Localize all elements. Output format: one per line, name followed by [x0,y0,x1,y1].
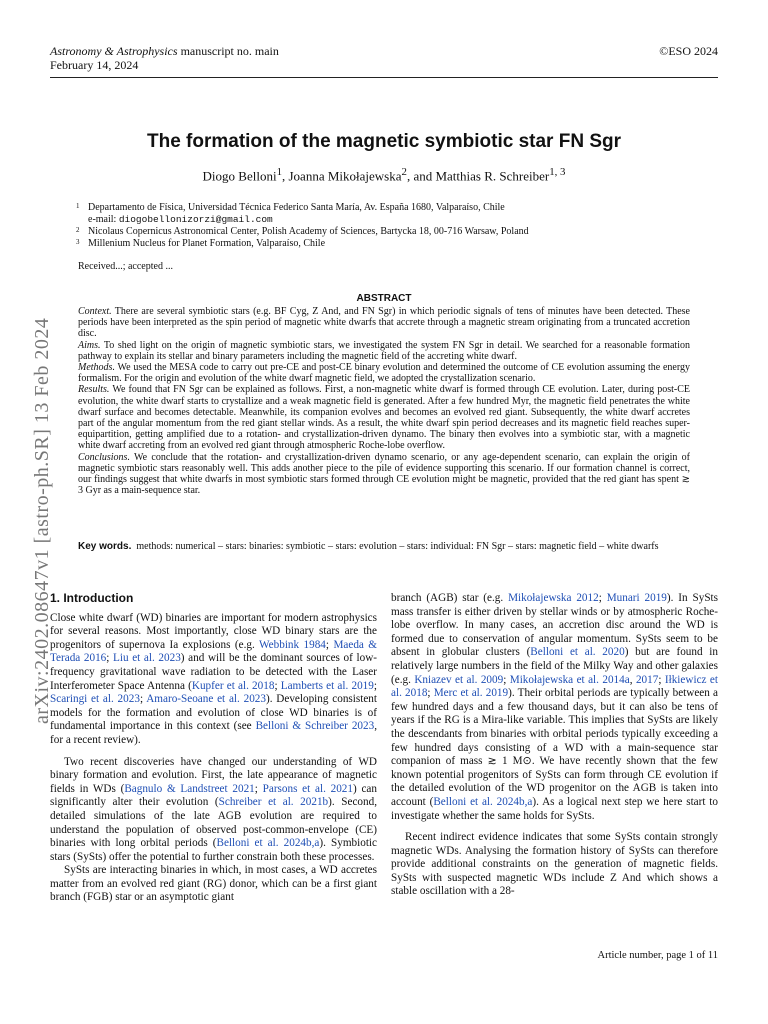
citation-link[interactable]: Parsons et al. 2021 [262,782,353,795]
affiliations [76,202,696,250]
abstract-conclusions: Conclusions. We conclude that the rotation- and crystallization-driven dynamo scenario, or any age-dependent scenario, can explain the origin of magnetic symbiotic stars reasonably well. This adds another piece to the pile of evidence supporting this scenario. If our formation channel is correct, our findings suggest that white dwarfs in most symbiotic stars formed through CE evolution might be magnetic, provided that the red giant has spent ≳ 3 Gyr as a main-sequence star. [78,451,690,497]
intro-paragraph-5: Recent indirect evidence indicates that some SySts contain strongly magnetic WDs. Analysing the formation history of SySts can therefore provide additional constraints on the generation of magnetic fields. SySts with suspected magnetic WDs include Z And which shows a stable oscillation with a 28- [391,831,718,898]
citation-link[interactable]: Schreiber et al. 2021b [218,796,329,809]
arxiv-id-link[interactable]: arXiv:2402.08647v1 [astro-ph.SR] 13 Feb 2024 [31,317,53,724]
citation-link[interactable]: Belloni et al. 2024b,a [433,795,533,808]
keywords: Key words. methods: numerical – stars: binaries: symbiotic – stars: evolution – stars: individual: FN Sgr – stars: magnetic field – white dwarfs [78,541,659,552]
paper-title: The formation of the magnetic symbiotic star FN Sgr [146,131,621,152]
copyright: ©ESO 2024 [659,44,718,58]
citation-link[interactable]: Amaro-Seoane et al. 2023 [146,693,266,706]
abstract-body [78,306,690,496]
intro-paragraph-2: Two recent discoveries have changed our understanding of WD binary formation and evolution. First, the late appearance of magnetic fields in WDs (Bagnulo & Landstreet 2021; Parsons et al. 2021) can significantly alter their evolution (Schreiber et al. 2021b). Second, detailed simulations of the late AGB evolution are required to understand the population of observed post-common-envelope (CE) binaries with long orbital periods (Belloni et al. 2024b,a). Symbiotic stars (SySts) offer the potential to further constrain both these processes. [50,755,377,863]
author-list: Diogo Belloni$^1$, Joanna Mikołajewska$^2$, and Matthias R. Schreiber$^{1, 3}$ [202,166,566,184]
citation-link[interactable]: Belloni et al. 2024b,a [216,837,320,850]
intro-paragraph-1: Close white dwarf (WD) binaries are important for modern astrophysics for several reasons. Most importantly, close WD binary stars are the progenitors of supernova Ia explosions (e.g. Webbink 1984; Maeda & Terada 2016; Liu et al. 2023) and will be the dominant sources of low-frequency gravitational wave radiation to be detected with the Laser Interferometer Space Antenna (Kupfer et al. 2018; Lamberts et al. 2019; Scaringi et al. 2023; Amaro-Seoane et al. 2023). Developing consistent models for the formation and evolution of close WD binaries is of fundamental importance in this context (see Belloni & Schreiber 2023, for a recent review). [50,611,378,746]
intro-paragraph-3: SySts are interacting binaries in which, in most cases, a WD accretes matter from an evolved red giant (RG) donor, which can be a first giant branch (FGB) star or an asymptotic giant [50,864,377,904]
abstract-results: Results. We found that FN Sgr can be explained as follows. First, a non-magnetic white dwarf is formed through CE evolution. Later, during post-CE evolution, the white dwarf starts to crystallize and a weak magnetic field is generated. After a few hundred Myr, the magnetic field penetrates the white dwarf surface and becomes detectable. Meanwhile, its companion evolves and becomes an evolved red giant. Subsequently, the white dwarf accretes part of the angular momentum from the red giant stellar winds. As a result, the white dwarf spin period decreases and its magnetic field reaches super-equipartition, getting amplified due to a rotation- and crystallization-driven dynamo. The binary then evolves into a symbiotic star, with a magnetic white dwarf accreting from an evolved red giant through atmospheric Roche-lobe overflow. [78,384,690,452]
page-footer: Article number, page 1 of 11 [597,950,718,961]
citation-link[interactable]: Merc et al. 2019 [433,687,509,700]
citation-link[interactable]: Mikołajewska et al. 2014a [509,673,630,686]
citation-link[interactable]: Belloni & Schreiber 2023 [255,720,375,733]
received-line: Received...; accepted ... [78,261,173,272]
section-heading: 1. Introduction [50,591,134,605]
column-left [50,592,377,905]
citation-link[interactable]: Lamberts et al. 2019 [280,679,374,692]
affiliation-1: 1 Departamento de Física, Universidad Técnica Federico Santa María, Av. España 1680, Valparaíso, Chile [76,202,505,213]
header-rule [50,77,718,78]
abstract-aims: Aims. To shed light on the origin of magnetic symbiotic stars, we investigated the system FN Sgr in detail. We searched for a reasonable formation pathway to explain its stellar and binary parameters including the magnetic field of the accreting white dwarf. [78,339,690,362]
column-right [391,592,718,899]
affiliation-3: 3 Millenium Nucleus for Planet Formation, Valparaíso, Chile [76,238,326,249]
citation-link[interactable]: Belloni et al. 2020 [530,646,625,659]
abstract-context: Context. There are several symbiotic stars (e.g. BF Cyg, Z And, and FN Sgr) in which periodic signals of tens of minutes have been detected. These periods have been interpreted as the spin period of magnetic white dwarfs that accrete through a magnetic stream originating from a truncated accretion disc. [78,306,690,340]
citation-link[interactable]: Maeda & Terada 2016 [50,638,377,665]
citation-link[interactable]: Kupfer et al. 2018 [191,679,275,692]
email-link[interactable]: diogobellonizorzi@gmail.com [118,214,273,225]
header-date: February 14, 2024 [50,58,139,72]
abstract-methods: Methods. We used the MESA code to carry out pre-CE and post-CE binary evolution and determined the outcome of CE evolution assuming the energy formalism. For the origin and evolution of the white dwarf magnetic field, we adopted the crystallization scenario. [78,362,690,385]
intro-paragraph-4: branch (AGB) star (e.g. Mikołajewska 2012; Munari 2019). In SySts mass transfer is either driven by stellar winds or by atmospheric Roche-lobe overflow. In many cases, an accretion disc around the WD is formed due to conservation of angular momentum. SySts seem to be absent in globular clusters (Belloni et al. 2020) but are found in relatively large numbers in the field of the Milky Way and other galaxies (e.g. Kniazev et al. 2009; Mikołajewska et al. 2014a, 2017; Iłkiewicz et al. 2018; Merc et al. 2019). Their orbital periods are typically between a few hundred days and a few thousand days, but it can also be tens of years if the RG is a Mira-like variable. This implies that SySts are likely the descendants from binaries with orbital periods typically exceeding a few hundred days consisting of a WD with a main-sequence star companion of mass ≳ 1 M⊙. We have recently shown that the few known potential progenitors of SySts can form through CE evolution if the detailed evolution of the WD progenitor on the AGB is taken into account (Belloni et al. 2024b,a). As a logical next step we here start to investigate whether the same holds for SySts. [391,592,719,822]
citation-link[interactable]: Bagnulo & Landstreet 2021 [124,782,255,795]
journal-info: Astronomy & Astrophysics manuscript no. main February 14, 2024 [50,44,279,72]
affiliation-email: e-mail: diogobellonizorzi@gmail.com [88,214,273,225]
citation-link[interactable]: Webbink 1984 [259,638,326,651]
citation-link[interactable]: Munari 2019 [606,592,667,604]
citation-link[interactable]: Kniazev et al. 2009 [414,673,504,686]
citation-link[interactable]: Scaringi et al. 2023 [50,693,140,706]
citation-link[interactable]: Iłkiewicz et al. 2018 [391,673,719,700]
citation-link[interactable]: 2017 [635,673,659,686]
abstract-heading: ABSTRACT [356,293,412,304]
citation-link[interactable]: Mikołajewska 2012 [508,592,599,604]
citation-link[interactable]: Liu et al. 2023 [113,652,181,665]
affiliation-2: 2 Nicolaus Copernicus Astronomical Center, Polish Academy of Sciences, Bartycka 18, 00-716 Warsaw, Poland [76,226,529,237]
